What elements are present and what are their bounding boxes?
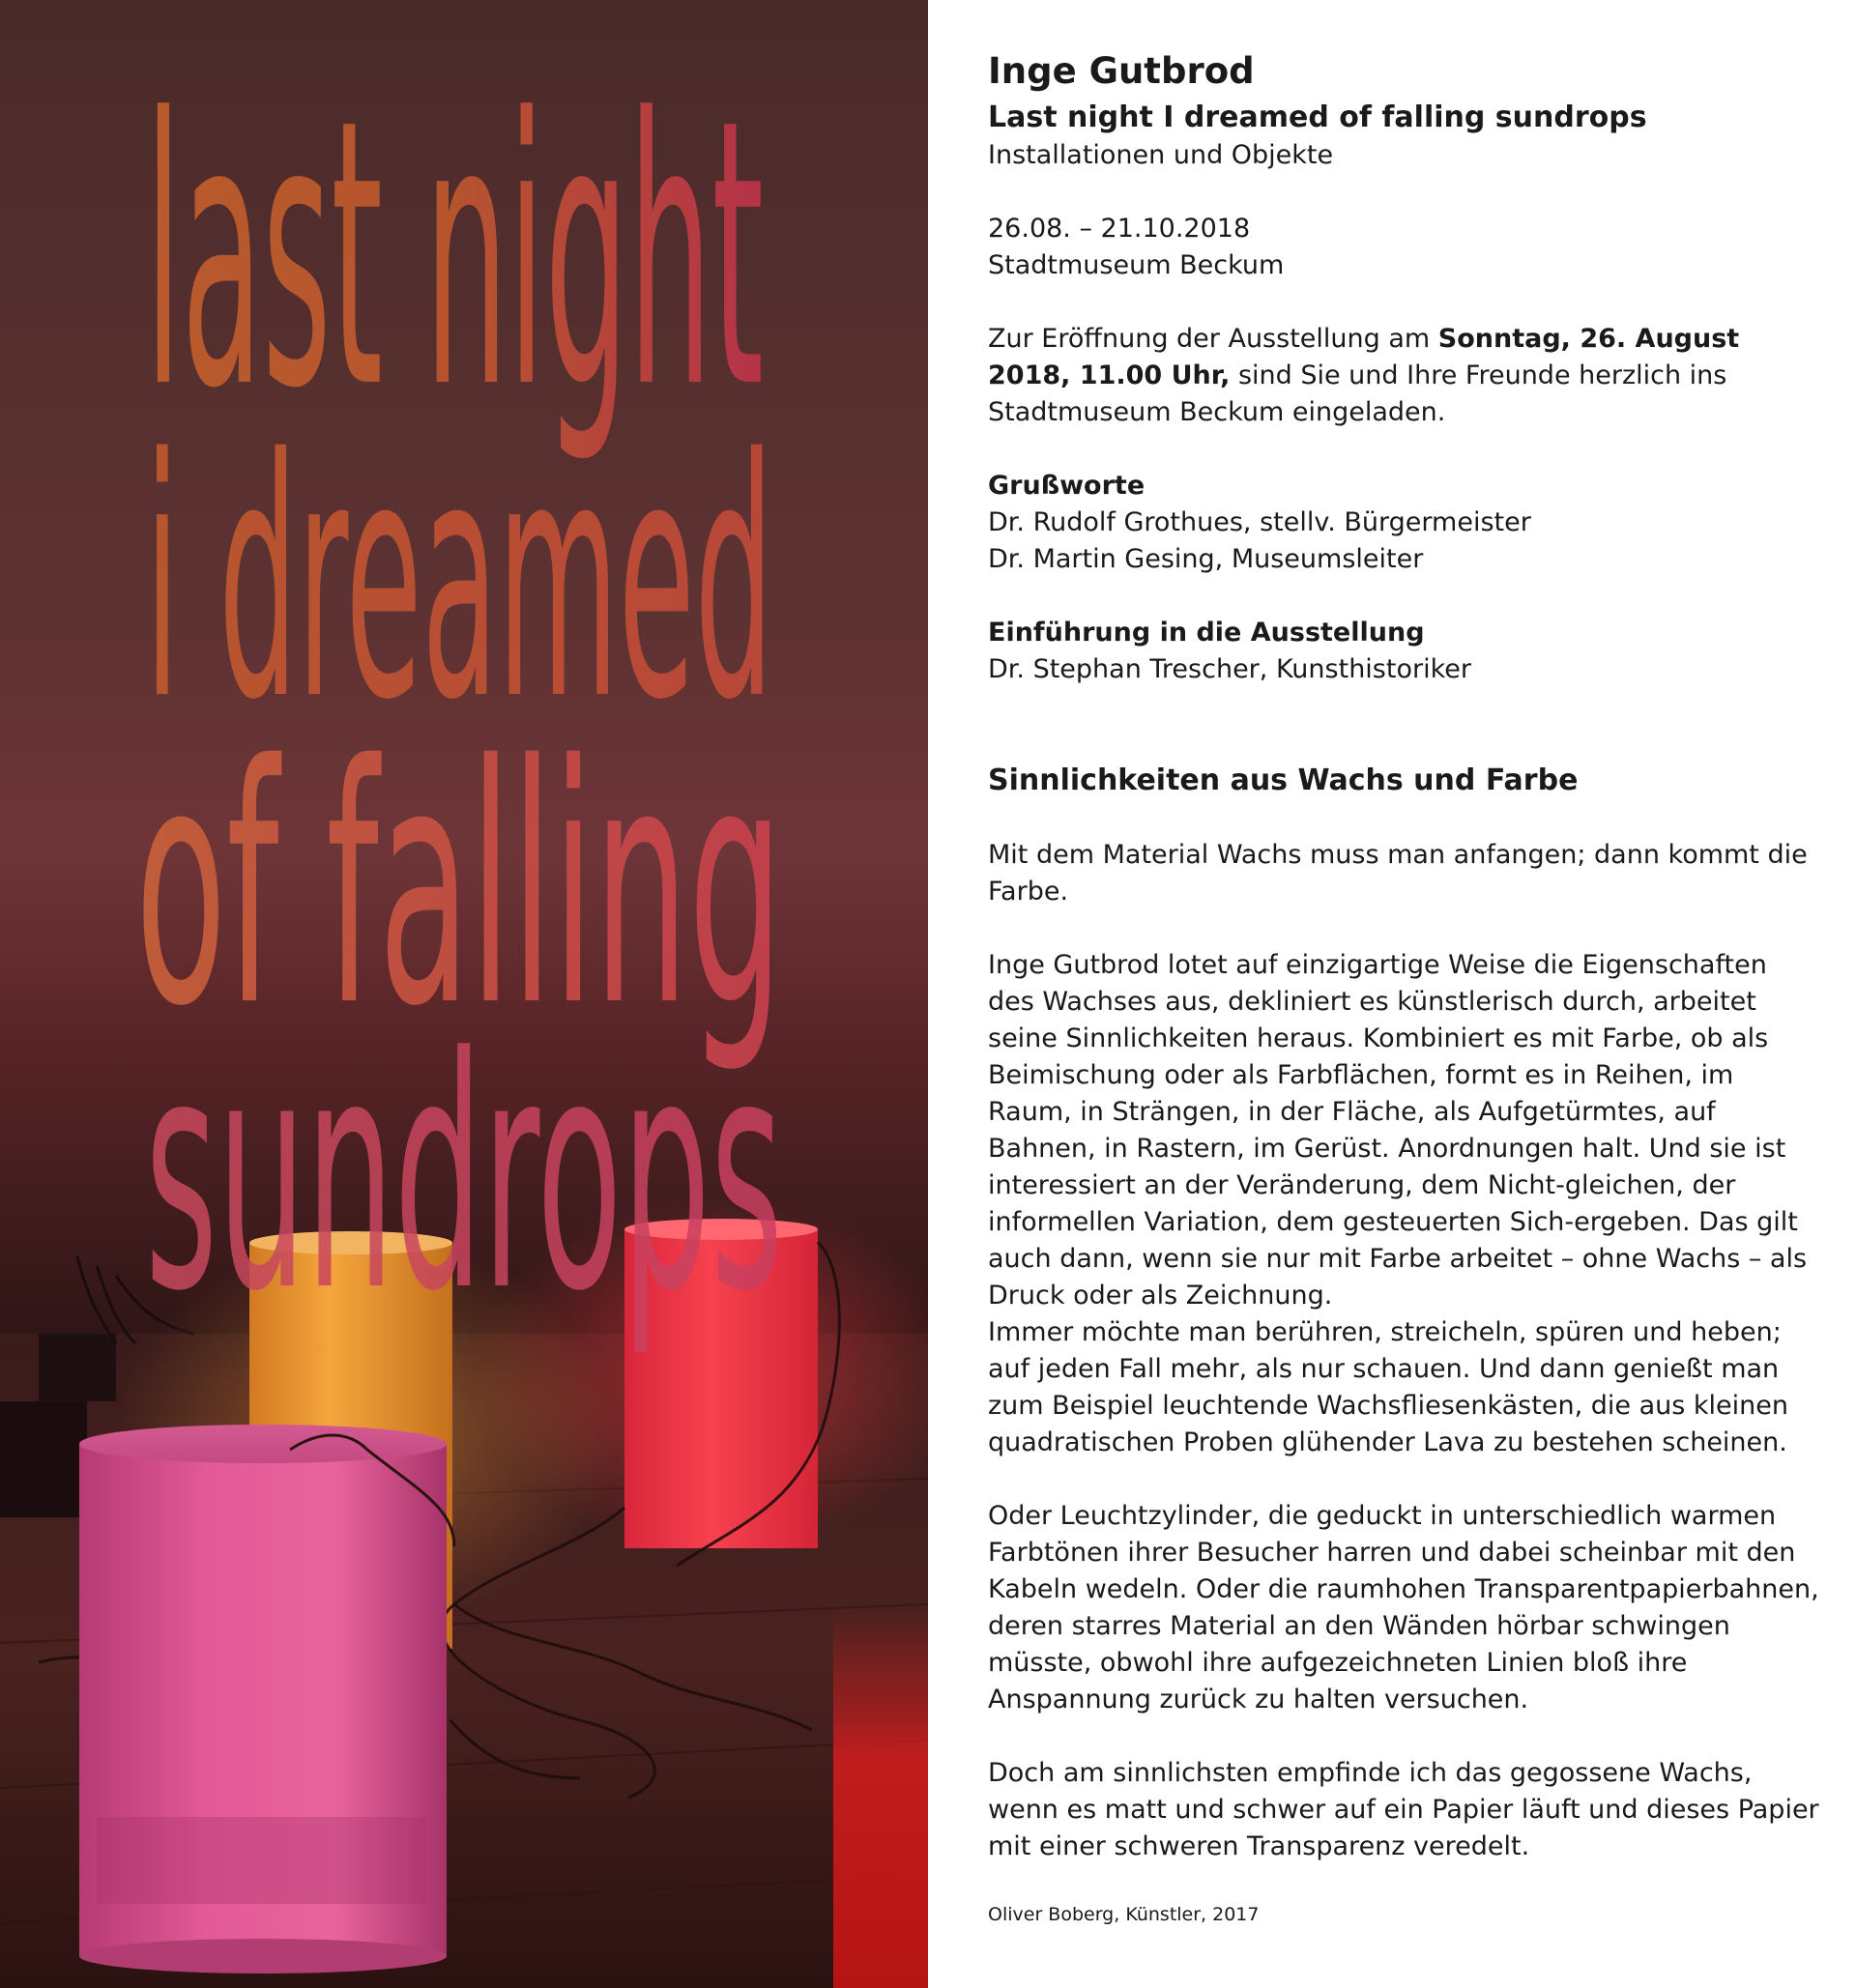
essay-paragraph-4: Oder Leuchtzylinder, die geduckt in unterschiedlich warmen Farbtönen ihrer Besucher harren und dabei scheinbar mit den Kabeln wedeln. Oder die raumhohen Transparentpapierbahnen, deren starres Material an den Wänden hörbar schwingen müsste, obwohl ihre aufgezeichneten Linien bloß ihre Anspannung zurück zu halten versuchen. <box>988 1501 1819 1714</box>
greeting-speaker-2: Dr. Martin Gesing, Museumsleiter <box>988 544 1424 574</box>
exhibition-dates: 26.08. – 21.10.2018 <box>988 214 1251 244</box>
exhibition-title: Last night I dreamed of falling sundrops <box>988 101 1647 134</box>
opening-rest: sind Sie und Ihre Freunde herzlich ins Stadtmuseum Beckum eingeladen. <box>988 360 1727 427</box>
invitation-text <box>988 44 1819 1927</box>
lettering-line-1: last night <box>145 41 764 469</box>
introduction-heading: Einführung in die Ausstellung <box>988 618 1425 648</box>
artist-name: Inge Gutbrod <box>988 50 1255 92</box>
essay-title: Sinnlichkeiten aus Wachs und Farbe <box>988 764 1579 797</box>
exhibition-subtitle: Installationen und Objekte <box>988 140 1334 170</box>
essay-signature: Oliver Boberg, Künstler, 2017 <box>988 1904 1260 1925</box>
essay-paragraph-5: Doch am sinnlichsten empfinde ich das gegossene Wachs, wenn es matt und schwer auf ein Papier läuft und dieses Papier mit einer schweren Transparenz veredelt. <box>988 1758 1819 1861</box>
greetings-heading: Grußworte <box>988 471 1146 501</box>
poster-lettering <box>0 0 928 1372</box>
lettering-line-4: sundrops <box>145 990 783 1361</box>
introduction-speaker: Dr. Stephan Trescher, Kunsthistoriker <box>988 654 1471 684</box>
opening-invitation <box>988 321 1819 431</box>
lettering-line-2: i dreamed <box>145 389 773 772</box>
exhibition-venue: Stadtmuseum Beckum <box>988 250 1285 280</box>
opening-lead: Zur Eröffnung der Ausstellung am <box>988 324 1438 354</box>
greeting-speaker-1: Dr. Rudolf Grothues, stellv. Bürgermeister <box>988 507 1531 537</box>
essay-paragraph-2: Inge Gutbrod lotet auf einzigartige Weise die Eigenschaften des Wachses aus, dekliniert es künstlerisch durch, arbeitet seine Sinnlichkeiten heraus. Kombiniert es mit Farbe, ob als Beimischung oder als Farbflächen, formt es in Reihen, im Raum, in Strängen, in der Fläche, als Aufgetürmtes, auf Bahnen, in Rastern, im Gerüst. Anordnungen halt. Und sie ist interessiert an der Veränderung, dem Nicht-gleichen, der informellen Variation, dem gesteuerten Sich-ergeben. Das gilt auch dann, wenn sie nur mit Farbe arbeitet – ohne Wachs – als Druck oder als Zeichnung. <box>988 950 1808 1311</box>
essay-paragraph-1: Mit dem Material Wachs muss man anfangen; dann kommt die Farbe. <box>988 840 1808 907</box>
lettering-line-3: of falling <box>135 696 783 1079</box>
essay-paragraph-3: Immer möchte man berühren, streicheln, spüren und heben; auf jeden Fall mehr, als nur schauen. Und dann genießt man zum Beispiel leuchtende Wachsfliesenkästen, die aus kleinen quadratischen Proben glühender Lava zu bestehen scheinen. <box>988 1317 1788 1457</box>
opening-date: Sonntag, 26. August 2018, 11.00 Uhr, <box>988 324 1740 390</box>
